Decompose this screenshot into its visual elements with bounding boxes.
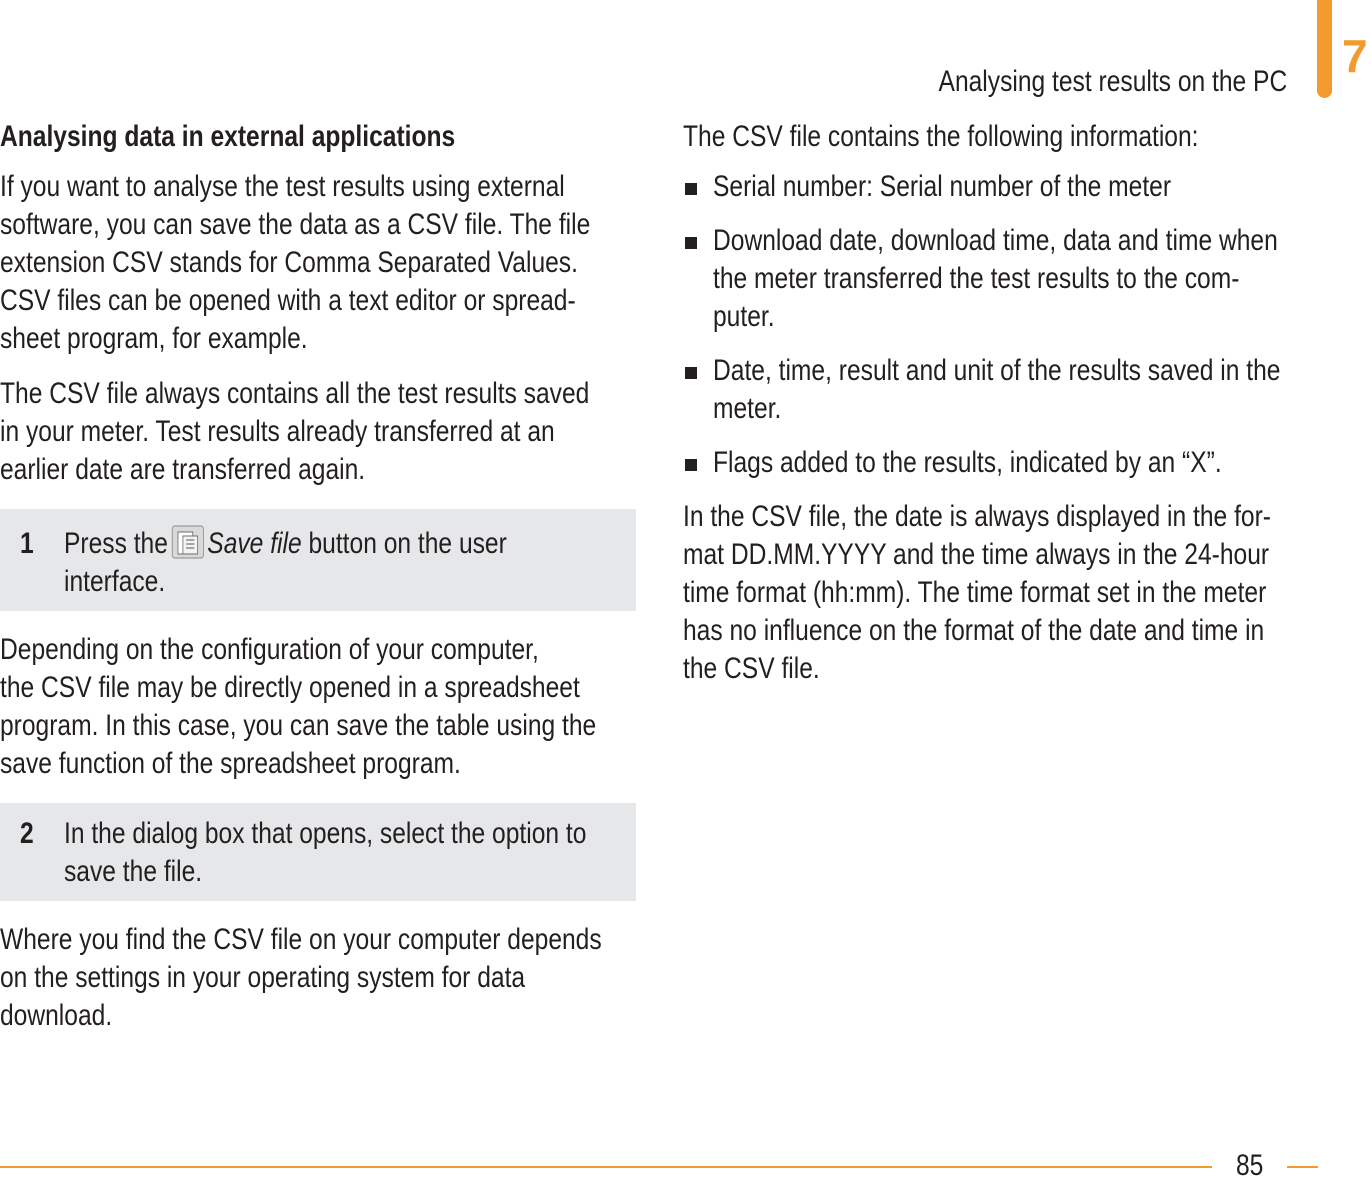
step-text-line: In the dialog box that opens, select the option to: [64, 817, 587, 850]
text-line: on the settings in your operating system for data: [0, 961, 526, 994]
step-text-post: button on the user: [308, 527, 507, 560]
step-number: 1: [20, 527, 34, 560]
text-line: Serial number: Serial number of the meter: [713, 170, 1172, 203]
running-header: Analysing test results on the PC: [938, 65, 1287, 98]
save-file-label: Save file: [207, 527, 302, 560]
text-line: program. In this case, you can save the table using the: [0, 709, 597, 742]
text-line: Where you find the CSV file on your computer depends: [0, 923, 602, 956]
step-2: [0, 803, 636, 901]
bullet-item: [683, 352, 1323, 428]
text-line: download.: [0, 999, 113, 1032]
footer-rule: [0, 1166, 1212, 1168]
step-number: 2: [20, 817, 34, 850]
save-file-icon: [171, 525, 204, 559]
step-text-line: [64, 525, 533, 563]
paragraph-intro: [0, 168, 636, 358]
step-text-pre: Press the: [64, 527, 168, 560]
text-line: extension CSV stands for Comma Separated Values.: [0, 246, 578, 279]
text-line: In the CSV file, the date is always displayed in the for-: [683, 500, 1271, 533]
text-line: puter.: [713, 300, 775, 333]
text-line: mat DD.MM.YYYY and the time always in the 24-hour: [683, 538, 1270, 571]
chapter-number: 7: [1342, 30, 1368, 82]
bullet-item: [683, 168, 1323, 206]
step-text-line: save the file.: [64, 855, 203, 888]
text-line: the CSV file may be directly opened in a spreadsheet: [0, 671, 580, 704]
left-column: [0, 118, 636, 1052]
text-line: sheet program, for example.: [0, 322, 308, 355]
bullet-item: [683, 444, 1323, 482]
paragraph-csv-content: [0, 375, 636, 489]
section-heading: Analysing data in external applications: [0, 120, 456, 153]
bullet-square-icon: [685, 237, 697, 249]
text-line: in your meter. Test results already transferred at an: [0, 415, 555, 448]
right-column: [683, 118, 1323, 705]
text-line: has no influence on the format of the date and time in: [683, 614, 1265, 647]
bullet-square-icon: [685, 183, 697, 195]
paragraph-spreadsheet: [0, 631, 636, 783]
text-line: Flags added to the results, indicated by an “X”.: [713, 446, 1222, 479]
text-line: Download date, download time, data and time when: [713, 224, 1278, 257]
chapter-tab: [1317, 0, 1332, 98]
text-line: earlier date are transferred again.: [0, 453, 366, 486]
text-line: software, you can save the data as a CSV file. The file: [0, 208, 591, 241]
text-line: Date, time, result and unit of the results saved in the: [713, 354, 1281, 387]
step-1: [0, 509, 636, 611]
bullet-square-icon: [685, 459, 697, 471]
text-line: Depending on the configuration of your computer,: [0, 633, 539, 666]
step-text-line: interface.: [64, 565, 166, 598]
text-line: the CSV file.: [683, 652, 820, 685]
text-line: If you want to analyse the test results using external: [0, 170, 565, 203]
footer-rule-end: [1287, 1166, 1318, 1168]
paragraph-date-format: [683, 498, 1323, 688]
bullet-item: [683, 222, 1323, 336]
bullet-intro: The CSV file contains the following information:: [683, 120, 1199, 153]
paragraph-location: [0, 921, 636, 1035]
text-line: the meter transferred the test results to the com-: [713, 262, 1240, 295]
text-line: The CSV file always contains all the test results saved: [0, 377, 590, 410]
text-line: CSV files can be opened with a text editor or spread-: [0, 284, 576, 317]
bullet-square-icon: [685, 367, 697, 379]
text-line: save function of the spreadsheet program.: [0, 747, 461, 780]
page-number: 85: [1236, 1149, 1264, 1182]
text-line: time format (hh:mm). The time format set in the meter: [683, 576, 1267, 609]
text-line: meter.: [713, 392, 782, 425]
